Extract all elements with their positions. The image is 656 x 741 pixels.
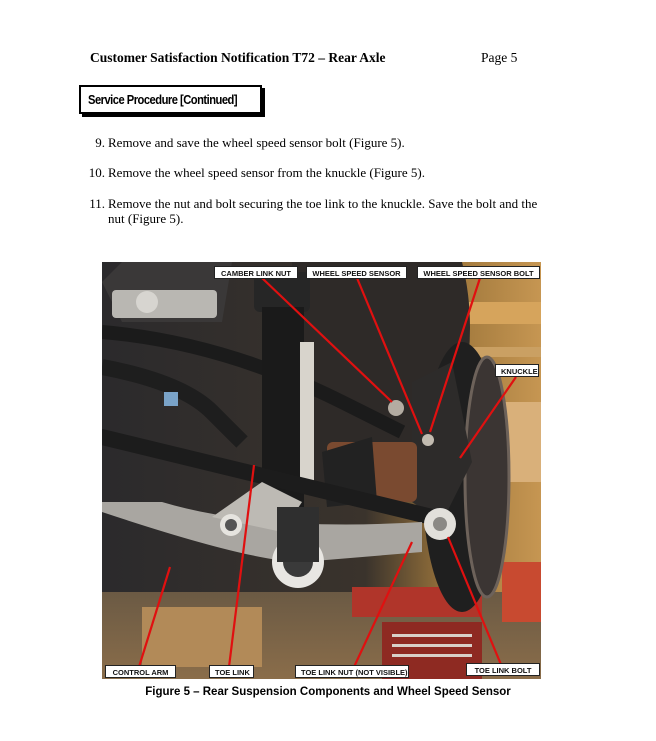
suspension-photo-illustration xyxy=(102,262,541,679)
label-control-arm: CONTROL ARM xyxy=(105,665,176,678)
figure-caption: Figure 5 – Rear Suspension Components and Wheel Speed Sensor xyxy=(145,686,511,698)
step-text: Remove and save the wheel speed sensor bolt (Figure 5). xyxy=(108,135,405,150)
label-toe-link-nut: TOE LINK NUT (NOT VISIBLE) xyxy=(295,665,409,678)
label-toe-link-bolt: TOE LINK BOLT xyxy=(466,663,540,676)
page-number: Page 5 xyxy=(481,50,518,65)
step-text: Remove the wheel speed sensor from the knuckle (Figure 5). xyxy=(108,165,425,180)
label-wheel-speed-sensor: WHEEL SPEED SENSOR xyxy=(306,266,407,279)
label-camber-link-nut: CAMBER LINK NUT xyxy=(214,266,298,279)
section-heading: Service Procedure [Continued] xyxy=(88,92,238,107)
label-toe-link: TOE LINK xyxy=(209,665,254,678)
step-number: 9. xyxy=(95,135,105,150)
step-number: 11. xyxy=(89,196,105,211)
document-title: Customer Satisfaction Notification T72 – Rear Axle xyxy=(90,50,386,65)
section-heading-box xyxy=(79,85,262,114)
label-wheel-speed-sensor-bolt: WHEEL SPEED SENSOR BOLT xyxy=(417,266,540,279)
step-text: Remove the nut and bolt securing the toe link to the knuckle. Save the bolt and the nut (Figure 5). xyxy=(108,196,538,226)
step-number: 10. xyxy=(88,165,105,180)
label-knuckle: KNUCKLE xyxy=(495,364,539,377)
figure-5-photo xyxy=(102,262,541,679)
